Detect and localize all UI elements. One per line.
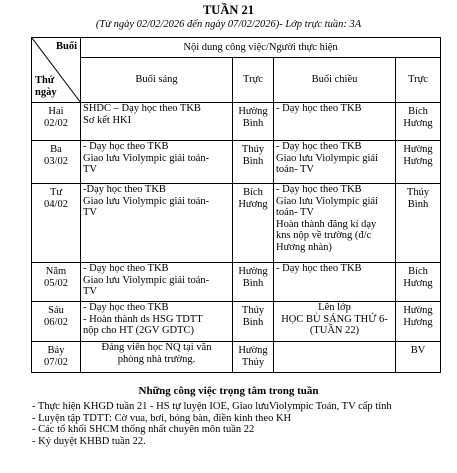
header-row-sub [32, 58, 441, 103]
list-item: - Luyện tập TDTT: Cờ vua, bơi, bóng bàn, điền kinh theo KH [32, 412, 292, 424]
table-row [32, 141, 441, 184]
morning-cell: -Dạy học theo TKB Giao lưu Violympic giải toán- TV [81, 184, 233, 263]
morning-duty-cell: Hường Bình [233, 103, 274, 141]
day-cell: Tư 04/02 [32, 184, 81, 263]
afternoon-cell [274, 342, 396, 373]
afternoon-duty-cell: Bích Hương [396, 263, 441, 302]
morning-cell: - Dạy học theo TKB - Hoàn thành ds HSG TDTT nộp cho HT (2GV GDTC) [81, 302, 233, 342]
table-row [32, 302, 441, 342]
week-title: TUẦN 21 [202, 3, 255, 17]
table-row [32, 103, 441, 141]
table-row [32, 263, 441, 302]
day-cell: Hai 02/02 [32, 103, 81, 141]
day-cell: Ba 03/02 [32, 141, 81, 184]
header-ngay: ngày [35, 87, 57, 98]
morning-cell: - Dạy học theo TKB Giao lưu Violympic giải toán- TV [81, 263, 233, 302]
list-item: - Ký duyệt KHBD tuần 22. [32, 435, 146, 447]
morning-cell: SHDC – Dạy học theo TKB Sơ kết HKI [81, 103, 233, 141]
list-item: - Thực hiện KHGD tuần 21 - HS tự luyện IOE, Giao lưuViolympic Toán, TV cấp tỉnh [32, 401, 392, 412]
afternoon-cell: Lên lớp HỌC BÙ SÁNG THỨ 6- (TUẦN 22) [274, 302, 396, 342]
afternoon-duty-cell: Hường Hương [396, 302, 441, 342]
corner-header [32, 38, 81, 103]
morning-cell: - Dạy học theo TKB Giao lưu Violympic giải toán- TV [81, 141, 233, 184]
header-thu-ngay [35, 75, 57, 99]
afternoon-duty-cell: Bích Hương [396, 103, 441, 141]
table-row [32, 342, 441, 373]
day-cell: Năm 05/02 [32, 263, 81, 302]
header-thu: Thứ [35, 75, 55, 86]
header-row-top [32, 38, 441, 58]
afternoon-cell: - Dạy học theo TKB [274, 103, 396, 141]
list-item: - Các tổ khối SHCM thống nhất chuyên môn tuần 22 [32, 424, 255, 436]
afternoon-cell: - Dạy học theo TKB Giao lưu Violympic giải toán- TV [274, 141, 396, 184]
afternoon-duty-cell: Thúy Bình [396, 184, 441, 263]
afternoon-duty-cell: BV [396, 342, 441, 373]
afternoon-cell: - Dạy học theo TKB [274, 263, 396, 302]
table-row [32, 184, 441, 263]
schedule-table [31, 37, 441, 373]
day-cell: Bảy 07/02 [32, 342, 81, 373]
header-chieu: Buổi chiều [274, 58, 396, 103]
morning-duty-cell: Thúy Bình [233, 141, 274, 184]
header-truc-chieu: Trực [396, 58, 441, 103]
morning-duty-cell: Bích Hương [233, 184, 274, 263]
morning-cell: Đảng viên học NQ tại văn phòng nhà trường. [81, 342, 233, 373]
morning-duty-cell: Thúy Bình [233, 302, 274, 342]
header-sang: Buổi sáng [81, 58, 233, 103]
afternoon-duty-cell: Hường Hương [396, 141, 441, 184]
focus-title: Những công việc trọng tâm trong tuần [138, 385, 319, 397]
morning-duty-cell: Hường Thủy [233, 342, 274, 373]
morning-duty-cell: Hường Bình [233, 263, 274, 302]
week-subtitle: (Từ ngày 02/02/2026 đến ngày 07/02/2026)- Lớp trực tuần: 3A [95, 19, 362, 30]
focus-list [32, 401, 392, 447]
header-truc-sang: Trực [233, 58, 274, 103]
day-cell: Sáu 06/02 [32, 302, 81, 342]
afternoon-cell: - Dạy học theo TKB Giao lưu Violympic giải toán- TV Hoàn thành đăng kí dạy kns nộp về trường (đ/c Hương nhàn) [274, 184, 396, 263]
header-buoi: Buổi [55, 41, 77, 52]
header-noi-dung: Nội dung công việc/Người thực hiện [81, 38, 441, 58]
